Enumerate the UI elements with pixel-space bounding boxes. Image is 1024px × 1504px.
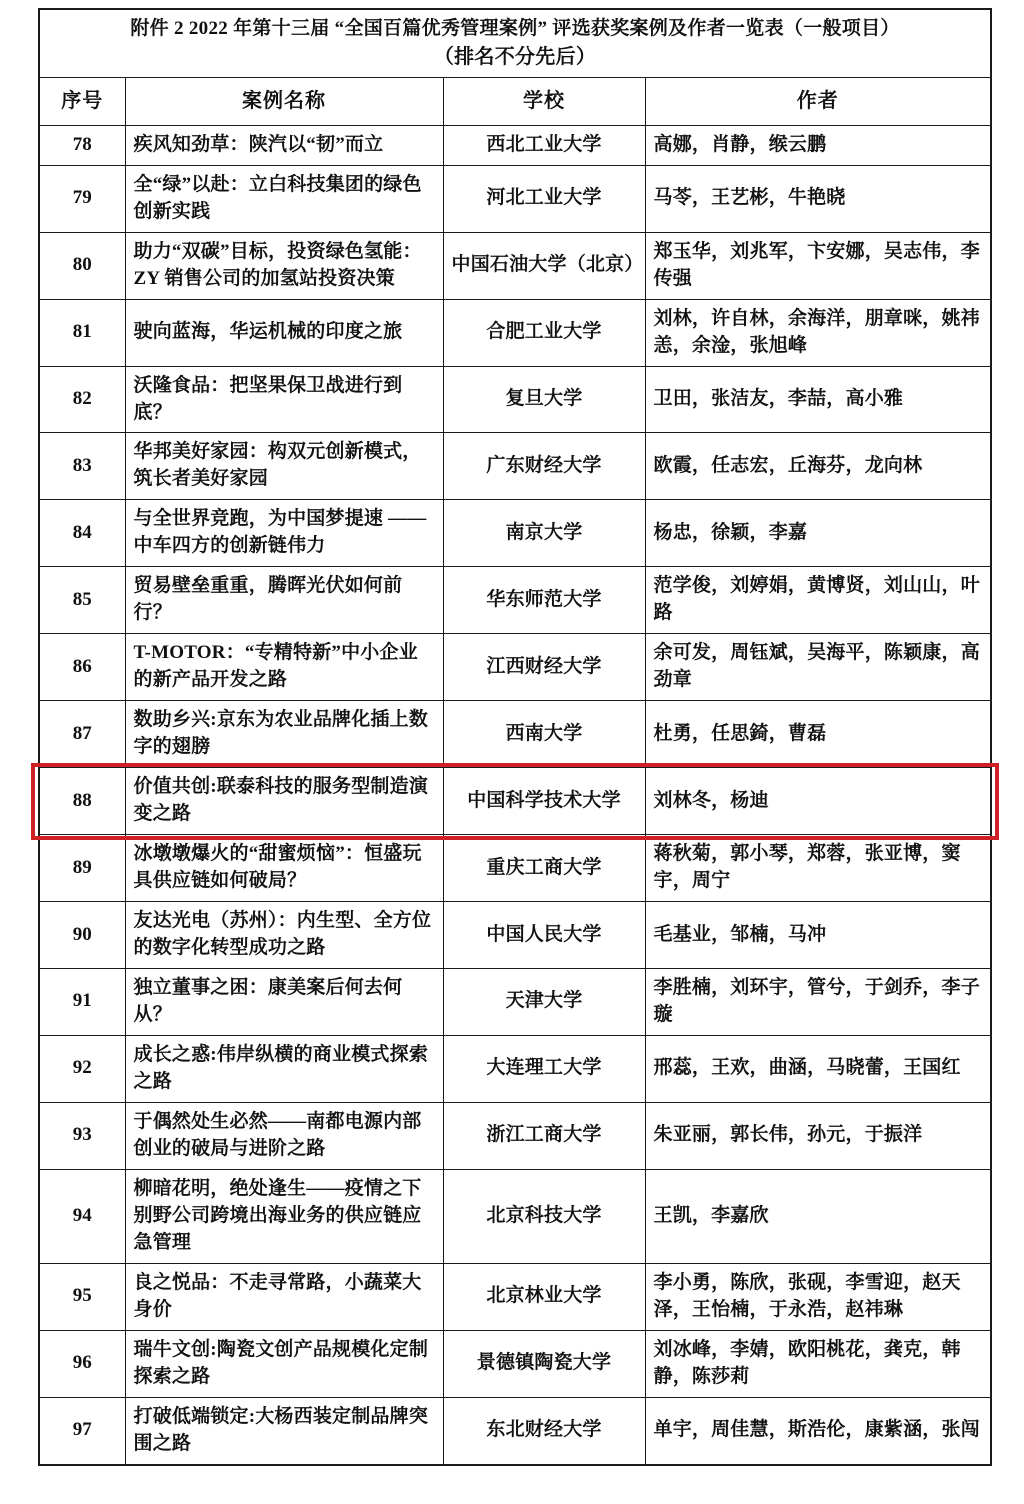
cell-case-name: 打破低端锁定:大杨西装定制品牌突围之路 xyxy=(125,1397,443,1464)
column-header-no: 序号 xyxy=(39,78,125,125)
cell-school: 西北工业大学 xyxy=(443,125,645,165)
cell-case-name: 良之悦品：不走寻常路，小蔬菜大身价 xyxy=(125,1263,443,1330)
cell-case-name: 助力“双碳”目标，投资绿色氢能：ZY 销售公司的加氢站投资决策 xyxy=(125,232,443,299)
cell-school: 北京林业大学 xyxy=(443,1263,645,1330)
cell-school: 合肥工业大学 xyxy=(443,299,645,366)
cell-author: 刘冰峰，李婧，欧阳桃花，龚克，韩静，陈莎莉 xyxy=(645,1330,991,1397)
cell-author: 王凯，李嘉欣 xyxy=(645,1169,991,1263)
cell-no: 84 xyxy=(39,500,125,567)
cell-no: 86 xyxy=(39,634,125,701)
cell-no: 79 xyxy=(39,165,125,232)
table-title-row xyxy=(39,9,991,78)
column-header-school: 学校 xyxy=(443,78,645,125)
cell-no: 81 xyxy=(39,299,125,366)
table-row xyxy=(39,902,991,969)
cell-case-name: 华邦美好家园：构双元创新模式，筑长者美好家园 xyxy=(125,433,443,500)
table-header xyxy=(39,9,991,125)
table-row xyxy=(39,1397,991,1464)
cell-author: 李胜楠，刘环宇，管兮，于剑乔，李子璇 xyxy=(645,968,991,1035)
cell-author: 余可发，周钰斌，吴海平，陈颖康，高劲章 xyxy=(645,634,991,701)
cell-school: 中国科学技术大学 xyxy=(443,768,645,835)
column-header-author: 作者 xyxy=(645,78,991,125)
cell-case-name: 柳暗花明，绝处逢生——疫情之下别野公司跨境出海业务的供应链应急管理 xyxy=(125,1169,443,1263)
cell-author: 单宇，周佳慧，斯浩伦，康紫涵，张闯 xyxy=(645,1397,991,1464)
cell-author: 李小勇，陈欣，张砚，李雪迎，赵天泽，王怡楠，于永浩，赵祎琳 xyxy=(645,1263,991,1330)
table-row xyxy=(39,232,991,299)
cell-case-name: T-MOTOR：“专精特新”中小企业的新产品开发之路 xyxy=(125,634,443,701)
cell-no: 87 xyxy=(39,701,125,768)
table-row xyxy=(39,567,991,634)
cell-no: 91 xyxy=(39,968,125,1035)
cell-case-name: 独立董事之困：康美案后何去何从？ xyxy=(125,968,443,1035)
cell-case-name: 价值共创:联泰科技的服务型制造演变之路 xyxy=(125,768,443,835)
table-row xyxy=(39,1263,991,1330)
cell-no: 83 xyxy=(39,433,125,500)
table-row xyxy=(39,768,991,835)
table-row xyxy=(39,701,991,768)
table-row xyxy=(39,500,991,567)
cell-case-name: 贸易壁垒重重，腾晖光伏如何前行？ xyxy=(125,567,443,634)
cell-author: 朱亚丽，郭长伟，孙元，于振洋 xyxy=(645,1102,991,1169)
cell-author: 邢蕊，王欢，曲涵，马晓蕾，王国红 xyxy=(645,1035,991,1102)
cell-school: 河北工业大学 xyxy=(443,165,645,232)
table-row xyxy=(39,1102,991,1169)
column-header-row xyxy=(39,78,991,125)
cell-case-name: 疾风知劲草：陕汽以“韧”而立 xyxy=(125,125,443,165)
cell-school: 东北财经大学 xyxy=(443,1397,645,1464)
table-row xyxy=(39,634,991,701)
table-row xyxy=(39,835,991,902)
cell-school: 浙江工商大学 xyxy=(443,1102,645,1169)
cell-case-name: 与全世界竞跑，为中国梦提速 ——中车四方的创新链伟力 xyxy=(125,500,443,567)
cell-no: 97 xyxy=(39,1397,125,1464)
cell-school: 大连理工大学 xyxy=(443,1035,645,1102)
cell-case-name: 冰墩墩爆火的“甜蜜烦恼”：恒盛玩具供应链如何破局？ xyxy=(125,835,443,902)
cell-case-name: 驶向蓝海，华运机械的印度之旅 xyxy=(125,299,443,366)
cell-no: 90 xyxy=(39,902,125,969)
cell-author: 杜勇，任思錡，曹磊 xyxy=(645,701,991,768)
cell-no: 94 xyxy=(39,1169,125,1263)
cell-school: 中国石油大学（北京） xyxy=(443,232,645,299)
title-line-1: 附件 2 2022 年第十三届 “全国百篇优秀管理案例” 评选获奖案例及作者一览表（一般项目） xyxy=(130,18,900,39)
cell-author: 蒋秋菊，郭小琴，郑蓉，张亚博，窦宇，周宁 xyxy=(645,835,991,902)
table-row xyxy=(39,165,991,232)
table-row xyxy=(39,299,991,366)
cell-author: 卫田，张洁友，李喆，高小雅 xyxy=(645,366,991,433)
cell-school: 广东财经大学 xyxy=(443,433,645,500)
cell-author: 范学俊，刘婷娟，黄博贤，刘山山，叶路 xyxy=(645,567,991,634)
cell-author: 欧霞，任志宏，丘海芬，龙向林 xyxy=(645,433,991,500)
cell-no: 88 xyxy=(39,768,125,835)
cell-no: 92 xyxy=(39,1035,125,1102)
cell-case-name: 数助乡兴:京东为农业品牌化插上数字的翅膀 xyxy=(125,701,443,768)
cell-no: 82 xyxy=(39,366,125,433)
cell-no: 95 xyxy=(39,1263,125,1330)
cell-no: 89 xyxy=(39,835,125,902)
cell-school: 江西财经大学 xyxy=(443,634,645,701)
table-row xyxy=(39,1330,991,1397)
cell-no: 96 xyxy=(39,1330,125,1397)
cell-no: 80 xyxy=(39,232,125,299)
table-body xyxy=(39,125,991,1464)
cell-case-name: 沃隆食品：把坚果保卫战进行到底？ xyxy=(125,366,443,433)
document-title xyxy=(39,9,991,78)
cell-school: 中国人民大学 xyxy=(443,902,645,969)
cell-author: 刘林冬，杨迪 xyxy=(645,768,991,835)
cell-author: 高娜，肖静，缑云鹏 xyxy=(645,125,991,165)
cell-school: 西南大学 xyxy=(443,701,645,768)
cell-no: 85 xyxy=(39,567,125,634)
cell-author: 郑玉华，刘兆军，卞安娜，吴志伟，李传强 xyxy=(645,232,991,299)
cell-author: 马苓，王艺彬，牛艳晓 xyxy=(645,165,991,232)
table-row xyxy=(39,366,991,433)
cell-case-name: 友达光电（苏州）：内生型、全方位的数字化转型成功之路 xyxy=(125,902,443,969)
cell-school: 天津大学 xyxy=(443,968,645,1035)
cell-school: 景德镇陶瓷大学 xyxy=(443,1330,645,1397)
cell-author: 刘林，许自林，余海洋，朋章咪，姚祎恙，余淦，张旭峰 xyxy=(645,299,991,366)
table-row xyxy=(39,968,991,1035)
title-line-2: （排名不分先后） xyxy=(433,45,597,68)
cell-case-name: 于偶然处生必然——南都电源内部创业的破局与进阶之路 xyxy=(125,1102,443,1169)
column-header-case-name: 案例名称 xyxy=(125,78,443,125)
cell-case-name: 瑞牛文创:陶瓷文创产品规模化定制探索之路 xyxy=(125,1330,443,1397)
table-row xyxy=(39,1035,991,1102)
cell-case-name: 全“绿”以赴：立白科技集团的绿色创新实践 xyxy=(125,165,443,232)
award-list-table xyxy=(38,8,992,1466)
cell-school: 复旦大学 xyxy=(443,366,645,433)
table-row xyxy=(39,1169,991,1263)
cell-no: 78 xyxy=(39,125,125,165)
table-row xyxy=(39,125,991,165)
cell-school: 北京科技大学 xyxy=(443,1169,645,1263)
cell-school: 华东师范大学 xyxy=(443,567,645,634)
cell-case-name: 成长之惑:伟岸纵横的商业模式探索之路 xyxy=(125,1035,443,1102)
cell-author: 杨忠，徐颖，李嘉 xyxy=(645,500,991,567)
cell-author: 毛基业，邹楠，马冲 xyxy=(645,902,991,969)
cell-school: 南京大学 xyxy=(443,500,645,567)
cell-no: 93 xyxy=(39,1102,125,1169)
cell-school: 重庆工商大学 xyxy=(443,835,645,902)
table-row xyxy=(39,433,991,500)
